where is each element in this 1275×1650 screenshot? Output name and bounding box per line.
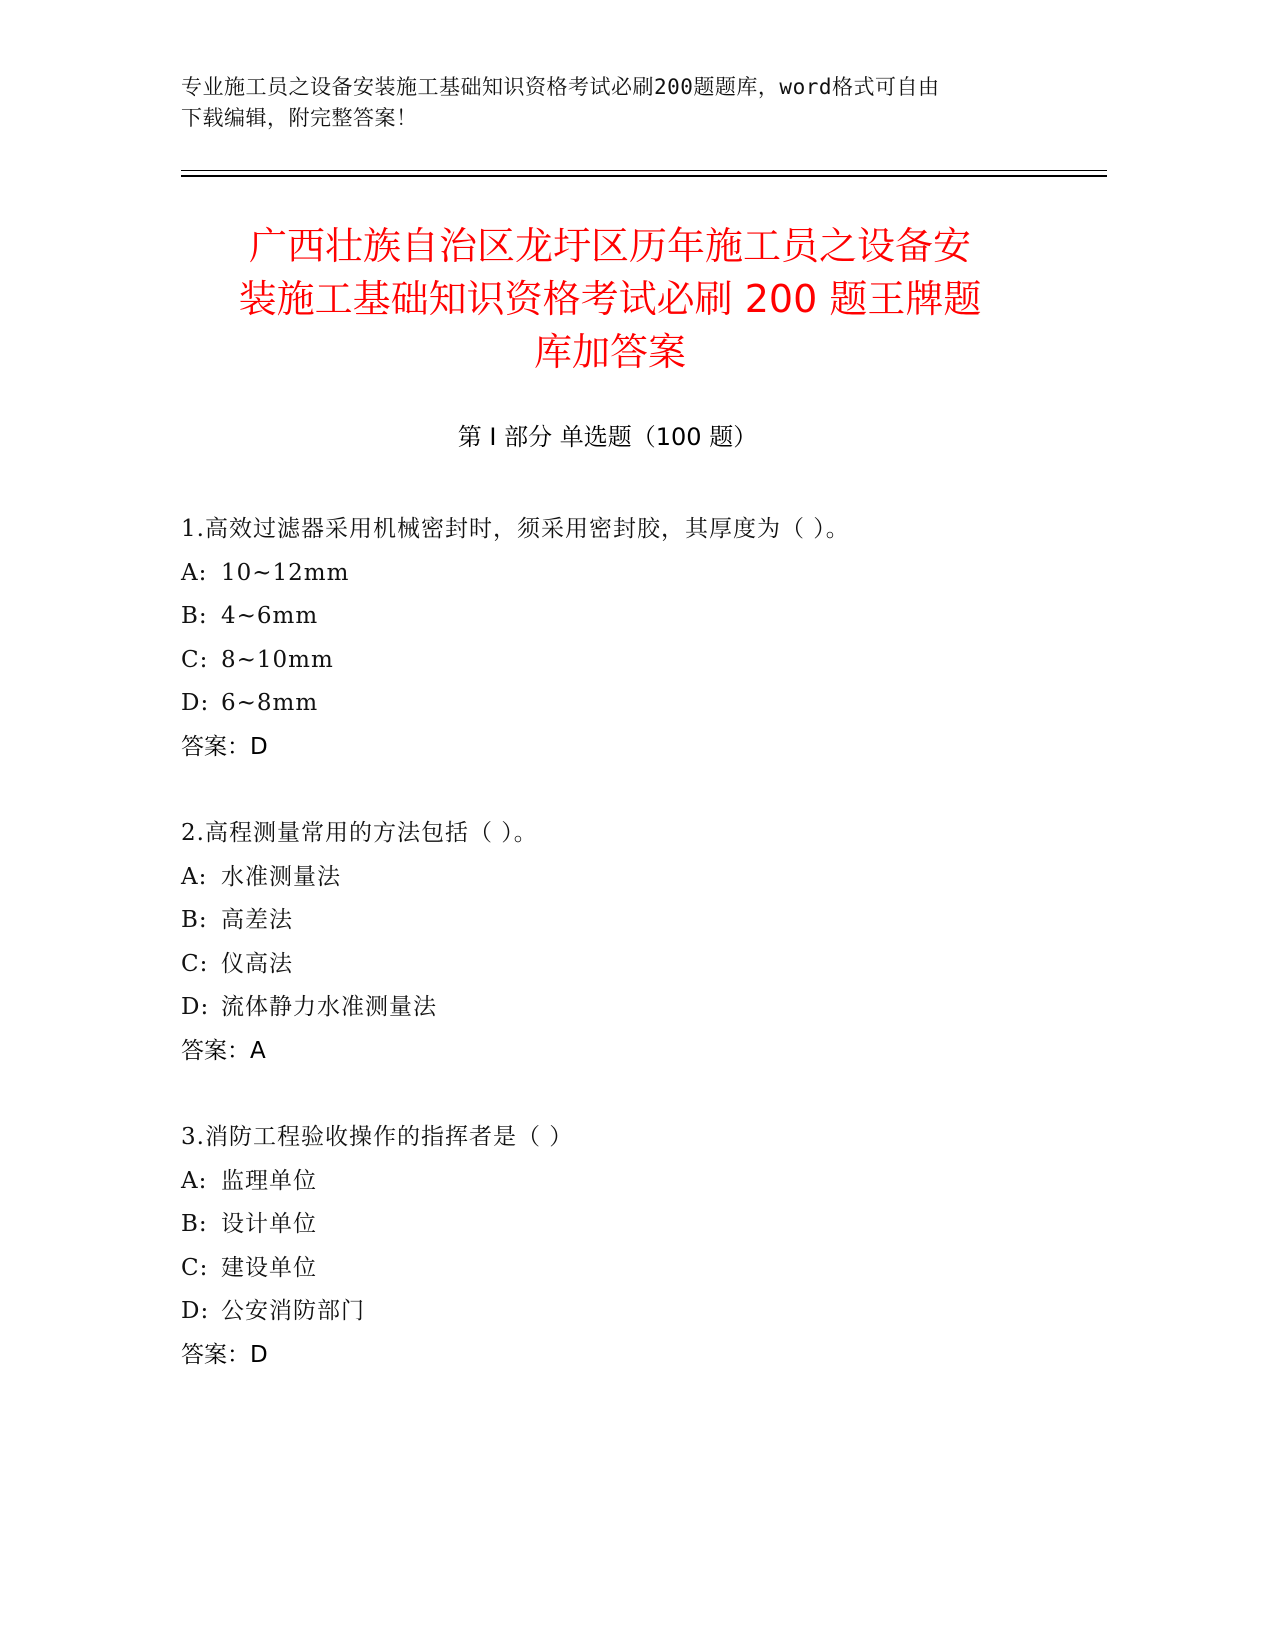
- option-text: 水准测量法: [221, 863, 341, 890]
- option-text: 建设单位: [221, 1254, 317, 1281]
- option-a: [181, 1160, 1081, 1204]
- option-text: 设计单位: [221, 1211, 317, 1237]
- option-key: B:: [181, 1211, 208, 1237]
- option-key: A:: [181, 1167, 208, 1194]
- option-key: C:: [181, 646, 209, 673]
- option-key: A:: [181, 559, 208, 586]
- question-item-1: [181, 508, 1081, 769]
- header-divider-thick: [181, 175, 1107, 177]
- option-text: 仪高法: [221, 950, 293, 977]
- option-text: 高差法: [221, 907, 293, 933]
- option-text: 4~6mm: [221, 603, 319, 629]
- option-key: A:: [181, 863, 208, 890]
- option-key: C:: [181, 950, 209, 977]
- question-list: [181, 508, 1081, 1420]
- question-item-2: [181, 812, 1081, 1073]
- answer-line: 答案：D: [181, 1341, 268, 1368]
- option-text: 监理单位: [221, 1167, 317, 1194]
- option-c: [181, 639, 1081, 683]
- header-note: [181, 72, 1041, 134]
- question-text: 3.消防工程验收操作的指挥者是（ ）: [181, 1124, 574, 1150]
- option-a: [181, 552, 1081, 596]
- option-key: D:: [181, 994, 210, 1020]
- document-title-line-3: 库加答案: [533, 330, 686, 374]
- option-c: [181, 943, 1081, 987]
- option-key: C:: [181, 1254, 209, 1281]
- answer-line: 答案：A: [181, 1037, 266, 1064]
- option-b: [181, 595, 1081, 639]
- option-d: [181, 682, 1081, 726]
- document-title-line-1: 广西壮族自治区龙圩区历年施工员之设备安: [248, 224, 971, 268]
- section-heading: 第 I 部分 单选题（100 题）: [457, 423, 758, 451]
- document-title: [160, 220, 1060, 379]
- question-text: 2.高程测量常用的方法包括（ ）。: [181, 820, 538, 846]
- option-d: [181, 986, 1081, 1030]
- option-a: [181, 856, 1081, 900]
- header-divider-thin: [181, 170, 1107, 171]
- option-text: 6~8mm: [221, 690, 319, 716]
- option-d: [181, 1290, 1081, 1334]
- answer-line: 答案：D: [181, 733, 268, 760]
- question-item-3: [181, 1116, 1081, 1377]
- option-key: B:: [181, 907, 208, 933]
- option-key: B:: [181, 603, 208, 629]
- option-text: 公安消防部门: [221, 1298, 365, 1324]
- header-note-line-1: 专业施工员之设备安装施工基础知识资格考试必刷200题题库，word格式可自由: [181, 75, 940, 99]
- header-note-line-2: 下载编辑，附完整答案！: [181, 106, 418, 130]
- option-key: D:: [181, 1298, 210, 1324]
- document-title-line-2: 装施工基础知识资格考试必刷 200 题王牌题: [238, 277, 982, 321]
- question-text: 1.高效过滤器采用机械密封时，须采用密封胶，其厚度为（ ）。: [181, 516, 850, 542]
- option-b: [181, 899, 1081, 943]
- option-text: 流体静力水准测量法: [221, 994, 437, 1020]
- option-text: 8~10mm: [221, 646, 334, 673]
- option-c: [181, 1247, 1081, 1291]
- option-key: D:: [181, 690, 210, 716]
- option-text: 10~12mm: [221, 559, 350, 586]
- option-b: [181, 1203, 1081, 1247]
